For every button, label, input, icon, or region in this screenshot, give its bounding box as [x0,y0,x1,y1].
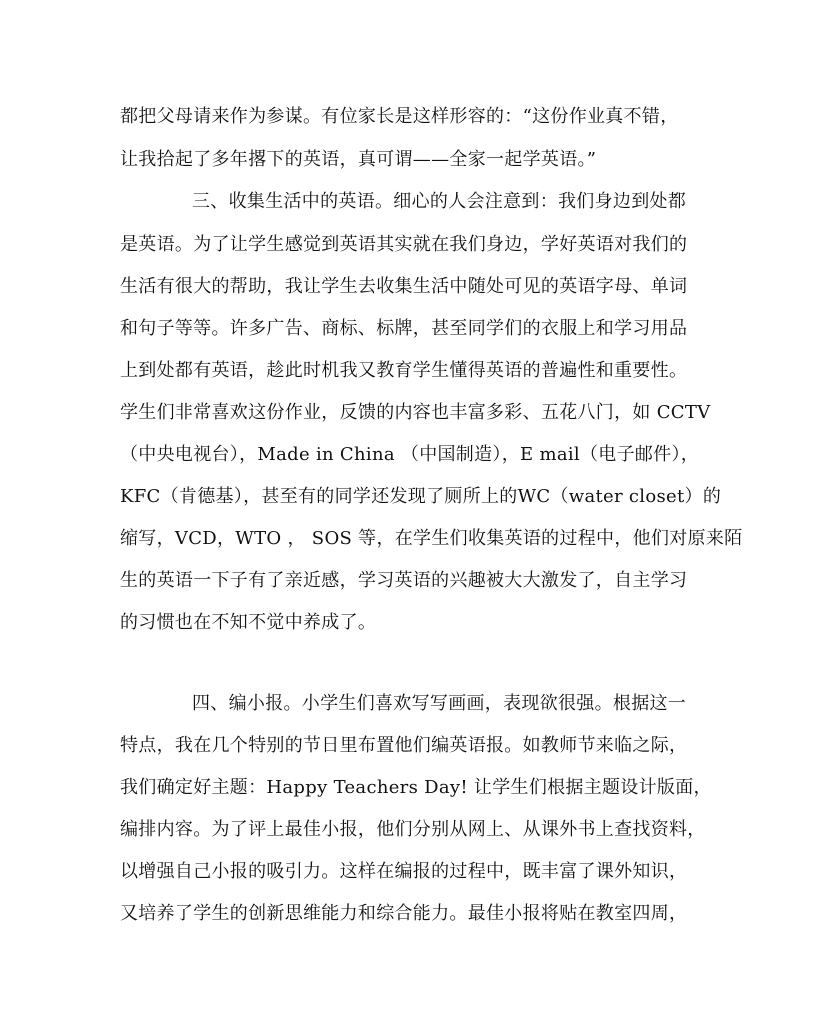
paragraph-line: 的习惯也在不知不觉中养成了。 [120,612,377,633]
paragraph-line: 学生们非常喜欢这份作业，反馈的内容也丰富多彩、五花八门，如 CCTV [120,402,711,423]
paragraph-line: 上到处都有英语，趁此时机我又教育学生懂得英语的普遍性和重要性。 [120,360,688,381]
paragraph-line: 编排内容。为了评上最佳小报，他们分别从网上、从课外书上查找资料， [120,819,706,840]
paragraph-line: 是英语。为了让学生感觉到英语其实就在我们身边，学好英语对我们的 [120,234,688,255]
paragraph-line: KFC（肯德基），甚至有的同学还发现了厕所上的WC（water closet）的 [120,486,722,507]
paragraph-line: 又培养了学生的创新思维能力和综合能力。最佳小报将贴在教室四周， [120,903,688,924]
paragraph-line: 以增强自己小报的吸引力。这样在编报的过程中，既丰富了课外知识， [120,861,688,882]
paragraph-line: 生活有很大的帮助，我让学生去收集生活中随处可见的英语字母、单词 [120,276,688,297]
paragraph-line: 特点，我在几个特别的节日里布置他们编英语报。如教师节来临之际， [120,735,688,756]
paragraph-line: 让我拾起了多年撂下的英语，真可谓——全家一起学英语。” [120,149,597,170]
paragraph-line: 缩写，VCD，WTO ， SOS 等，在学生们收集英语的过程中，他们对原来陌 [120,528,743,549]
section-heading-line: 四、编小报。小学生们喜欢写写画画，表现欲很强。根据这一 [192,693,687,714]
paragraph-line: （中央电视台），Made in China （中国制造），E mail（电子邮件）， [120,444,700,465]
paragraph-line: 和句子等等。许多广告、商标、标牌，甚至同学们的衣服上和学习用品 [120,318,688,339]
section-heading-line: 三、收集生活中的英语。细心的人会注意到：我们身边到处都 [192,191,687,212]
paragraph-line: 我们确定好主题：Happy Teachers Day! 让学生们根据主题设计版面， [120,777,712,798]
paragraph-line: 生的英语一下子有了亲近感，学习英语的兴趣被大大激发了，自主学习 [120,570,688,591]
paragraph-line: 都把父母请来作为参谋。有位家长是这样形容的：“这份作业真不错， [120,106,679,127]
